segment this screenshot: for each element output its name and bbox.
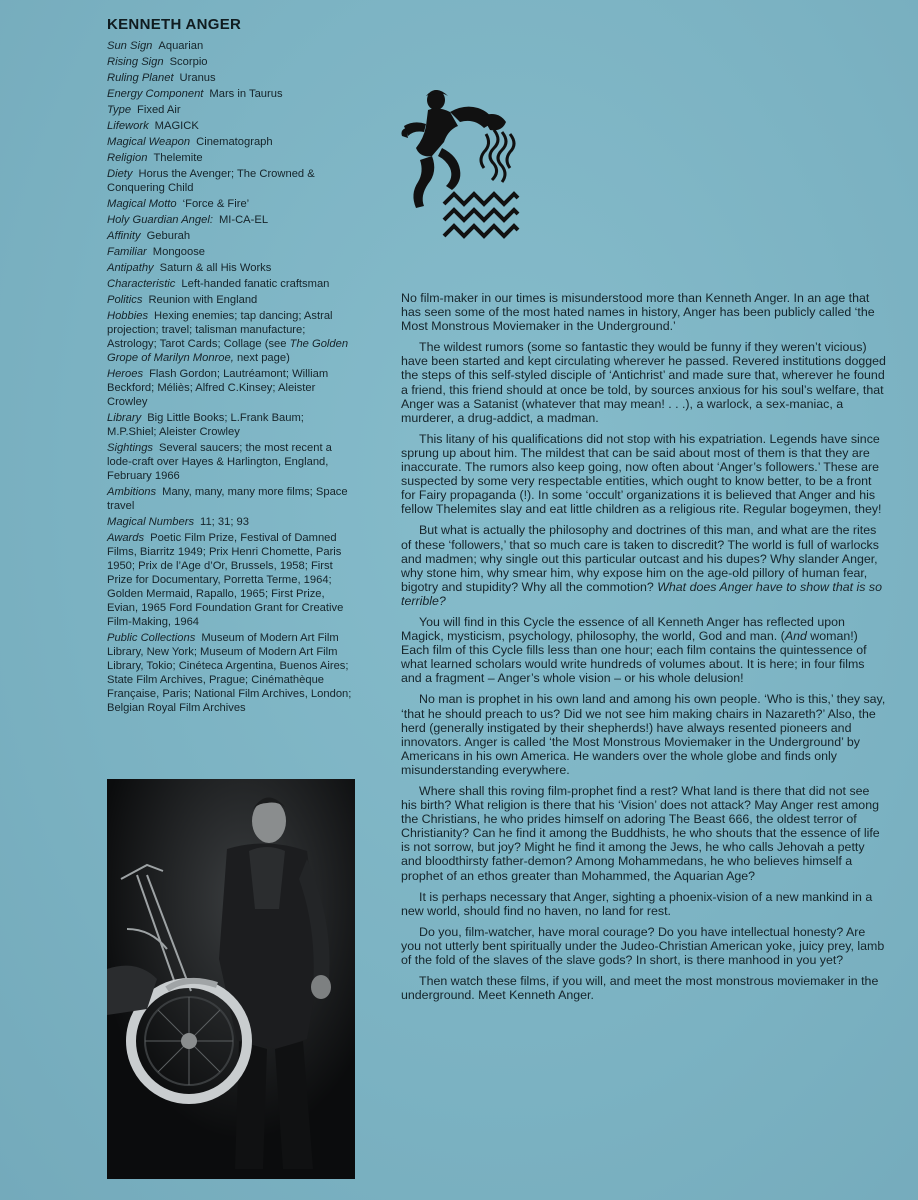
aquarius-emblem-icon [398,86,528,256]
body-paragraph [401,340,888,425]
fact-value: Left-handed fanatic craftsman [181,278,330,290]
paragraph-text: Do you, film-watcher, have moral courage? Do you have intellectual honesty? Are you not utterly bent spiritually under the Judeo-Christian American yoke, juicy prey, lamb of the fold of the slaves of the slave gods? In short, is there manhood in you yet? [401,924,885,968]
fact-value: Big Little Books; L.Frank Baum; M.P.Shiel; Aleister Crowley [107,412,304,438]
paragraph-text: You will find in this Cycle the essence of all Kenneth Anger has reflected upon Magick, mysticism, psychology, philosophy, the world, God and man. ( [401,614,845,644]
fact-item [107,71,355,85]
portrait-photo [107,779,355,1179]
fact-item [107,293,355,307]
body-paragraph [401,784,888,883]
fact-item [107,119,355,133]
fact-value: Poetic Film Prize, Festival of Damned Films, Biarritz 1949; Prix Henri Chomette, Paris 1950; Prix de l’Age d’Or, Brussels, 1958; First Prize for Documentary, Porretta Terme, 1964; Golden Mermaid, Rapallo, 1965; First Prize, Evian, 1965 Ford Foundation Grant for Creative Film-Making, 1964 [107,532,344,628]
page-title: KENNETH ANGER [107,16,242,33]
fact-value: Cinematograph [196,136,273,148]
fact-key: Religion [107,152,148,164]
fact-item [107,277,355,291]
fact-item [107,367,355,409]
fact-key: Sightings [107,442,154,454]
fact-item [107,515,355,529]
fact-item [107,261,355,275]
facts-list [107,39,355,715]
fact-key: Diety [107,168,133,180]
body-paragraph [401,890,888,918]
body-paragraph [401,615,888,685]
fact-key: Ambitions [107,486,157,498]
fact-item [107,441,355,483]
paragraph-text: This litany of his qualifications did not stop with his expatriation. Legends have since sprung up about him. The mildest that can be said about most of them is that they are inaccurate. The rumors also keep going, now often about ‘Anger’s followers.’ These are suspected by some very respectable entities, which ought to know better, to be a front for Fairy propaganda (!). In some ‘occult’ organizations it is believed that Anger and his fellow Thelemites slay and eat little children as a religious rite. Regular bogeymen, they! [401,431,882,517]
fact-value: Fixed Air [137,104,181,116]
fact-value: Several saucers; the most recent a lode-craft over Hayes & Harlington, England, February 1966 [107,442,332,482]
paragraph-text-after: woman!) Each film of this Cycle fills less than one hour; each film contains the quintessence of what learned scholars would write hundreds of volumes about. It is here; in four films and a fragment – Anger’s whole vision – or his whole delusion! [401,629,867,686]
fact-value: Saturn & all His Works [159,262,272,274]
fact-item [107,103,355,117]
body-paragraph [401,974,888,1002]
fact-value-italic: The Golden Grope of Marilyn Monroe, [107,338,349,364]
fact-value: Horus the Avenger; The Crowned & Conquering Child [107,168,315,194]
fact-key: Sun Sign [107,40,153,52]
fact-key: Ruling Planet [107,72,174,84]
fact-item [107,485,355,513]
fact-key: Magical Weapon [107,136,191,148]
fact-item [107,213,355,227]
paragraph-text: It is perhaps necessary that Anger, sighting a phoenix-vision of a new mankind in a new world, should find no haven, no land for rest. [401,889,873,918]
fact-value: Thelemite [153,152,203,164]
fact-value: Museum of Modern Art Film Library, New York; Museum of Modern Art Film Library, Tokio; Cinéteca Argentina, Buenos Aires; State Film Archives, Prague; Cinémathèque Française, Paris; National Film Archives, London; Belgian Royal Film Archives [107,632,352,714]
fact-key: Awards [107,532,145,544]
fact-key: Hobbies [107,310,149,322]
fact-item [107,229,355,243]
fact-value: Many, many, many more films; Space travel [107,486,348,512]
profile-column [107,16,355,717]
fact-item [107,411,355,439]
paragraph-text: No man is prophet in his own land and among his own people. ‘Who is this,’ they say, ‘that he should preach to us? Did we not see him making chairs in Nazareth?’ Also, the herd (generally instigated by their shepherds!) have always resented pioneers and innovators. Anger is called ‘the Most Monstrous Moviemaker in the Underground’ by Americans in his own America. He wanders over the whole globe and finds only misunderstanding everywhere. [401,692,886,777]
paragraph-text: Where shall this roving film-prophet find a rest? What land is there that did not see his birth? What religion is there that his ‘Vision’ does not attack? May Anger rest among the Christians, he who prides himself on adoring The Beast 666, the oldest terror of Christianity? Can he find it among the Buddhists, he who shouts that the essence of life is not sorrow, but joy? Might he find it among the Jews, he who calls Jehovah a petty and bloodthirsty father-demon? Among Mohammedans, he who believes himself a prophet of an ethos greater than Mohammed, the Aquarian Age? [401,784,880,883]
fact-key: Rising Sign [107,56,164,68]
fact-key: Library [107,412,142,424]
fact-key: Type [107,104,132,116]
fact-value: Flash Gordon; Lautréamont; William Beckford; Méliès; Alfred C.Kinsey; Aleister Crowley [107,368,329,408]
fact-value: MAGICK [154,120,199,132]
fact-value: 11; 31; 93 [200,516,249,528]
fact-item [107,87,355,101]
paragraph-italic: What does Anger have to show that is so terrible? [401,579,882,608]
paragraph-italic: And [784,629,807,644]
fact-key: Politics [107,294,143,306]
fact-item [107,309,355,365]
fact-key: Characteristic [107,278,176,290]
body-paragraph [401,692,888,777]
paragraph-text: No film-maker in our times is misunderstood more than Kenneth Anger. In an age that has seen some of the most hated names in history, Anger has been publicly called ‘the Most Monstrous Moviemaker in the Underground.’ [401,291,875,334]
fact-item [107,55,355,69]
fact-key: Magical Numbers [107,516,195,528]
fact-value: Mongoose [152,246,206,258]
paragraph-text: But what is actually the philosophy and doctrines of this man, and what are the rites of these ‘followers,’ that so much care is taken to discredit? The world is full of warlocks and madmen; why single out this particular outcast and his dupes? Why slander Anger, why stone him, why smear him, why expose him on the age-old pillory of human fear, bigotry and stupidity? Why all the commotion? [401,523,879,594]
fact-item [107,197,355,211]
fact-value: Hexing enemies; tap dancing; Astral projection; travel; talisman manufacture; Astrology; Tarot Cards; Collage (see [107,310,333,350]
fact-item [107,245,355,259]
fact-item [107,151,355,165]
fact-value: Aquarian [158,40,204,52]
fact-value: ‘Force & Fire’ [182,198,250,210]
fact-value-after: next page) [233,352,290,364]
fact-key: Affinity [107,230,141,242]
fact-value: Uranus [179,72,216,84]
fact-value: Scorpio [169,56,208,68]
fact-key: Energy Component [107,88,204,100]
fact-key: Heroes [107,368,144,380]
body-paragraph [401,291,888,333]
body-paragraph [401,432,888,517]
body-paragraph [401,925,888,967]
fact-key: Public Collections [107,632,196,644]
fact-key: Magical Motto [107,198,177,210]
fact-key: Lifework [107,120,149,132]
fact-key: Antipathy [107,262,154,274]
fact-item [107,135,355,149]
body-paragraph [401,523,888,608]
fact-item [107,167,355,195]
fact-value: Mars in Taurus [209,88,283,100]
fact-item [107,631,355,715]
fact-value: MI-CA-EL [218,214,269,226]
fact-value: Geburah [146,230,191,242]
fact-item [107,39,355,53]
paragraph-text: Then watch these films, if you will, and meet the most monstrous moviemaker in the underground. Meet Kenneth Anger. [401,974,879,1003]
paragraph-text: The wildest rumors (some so fantastic they would be funny if they weren’t vicious) have been started and kept circulating wherever he passed. Revered institutions dogged the steps of this self-styled disciple of ‘Antichrist’ and made sure that, wherever he found a friend, this friend should at once be told, by sources anxious for his soul’s welfare, that Anger was a Satanist (whatever that may mean! . . .), a warlock, a sex-maniac, a murderer, a drug-addict, a madman. [401,340,886,425]
fact-key: Holy Guardian Angel: [107,214,213,226]
article-body [401,291,888,1009]
fact-key: Familiar [107,246,147,258]
fact-value: Reunion with England [148,294,258,306]
fact-item [107,531,355,629]
